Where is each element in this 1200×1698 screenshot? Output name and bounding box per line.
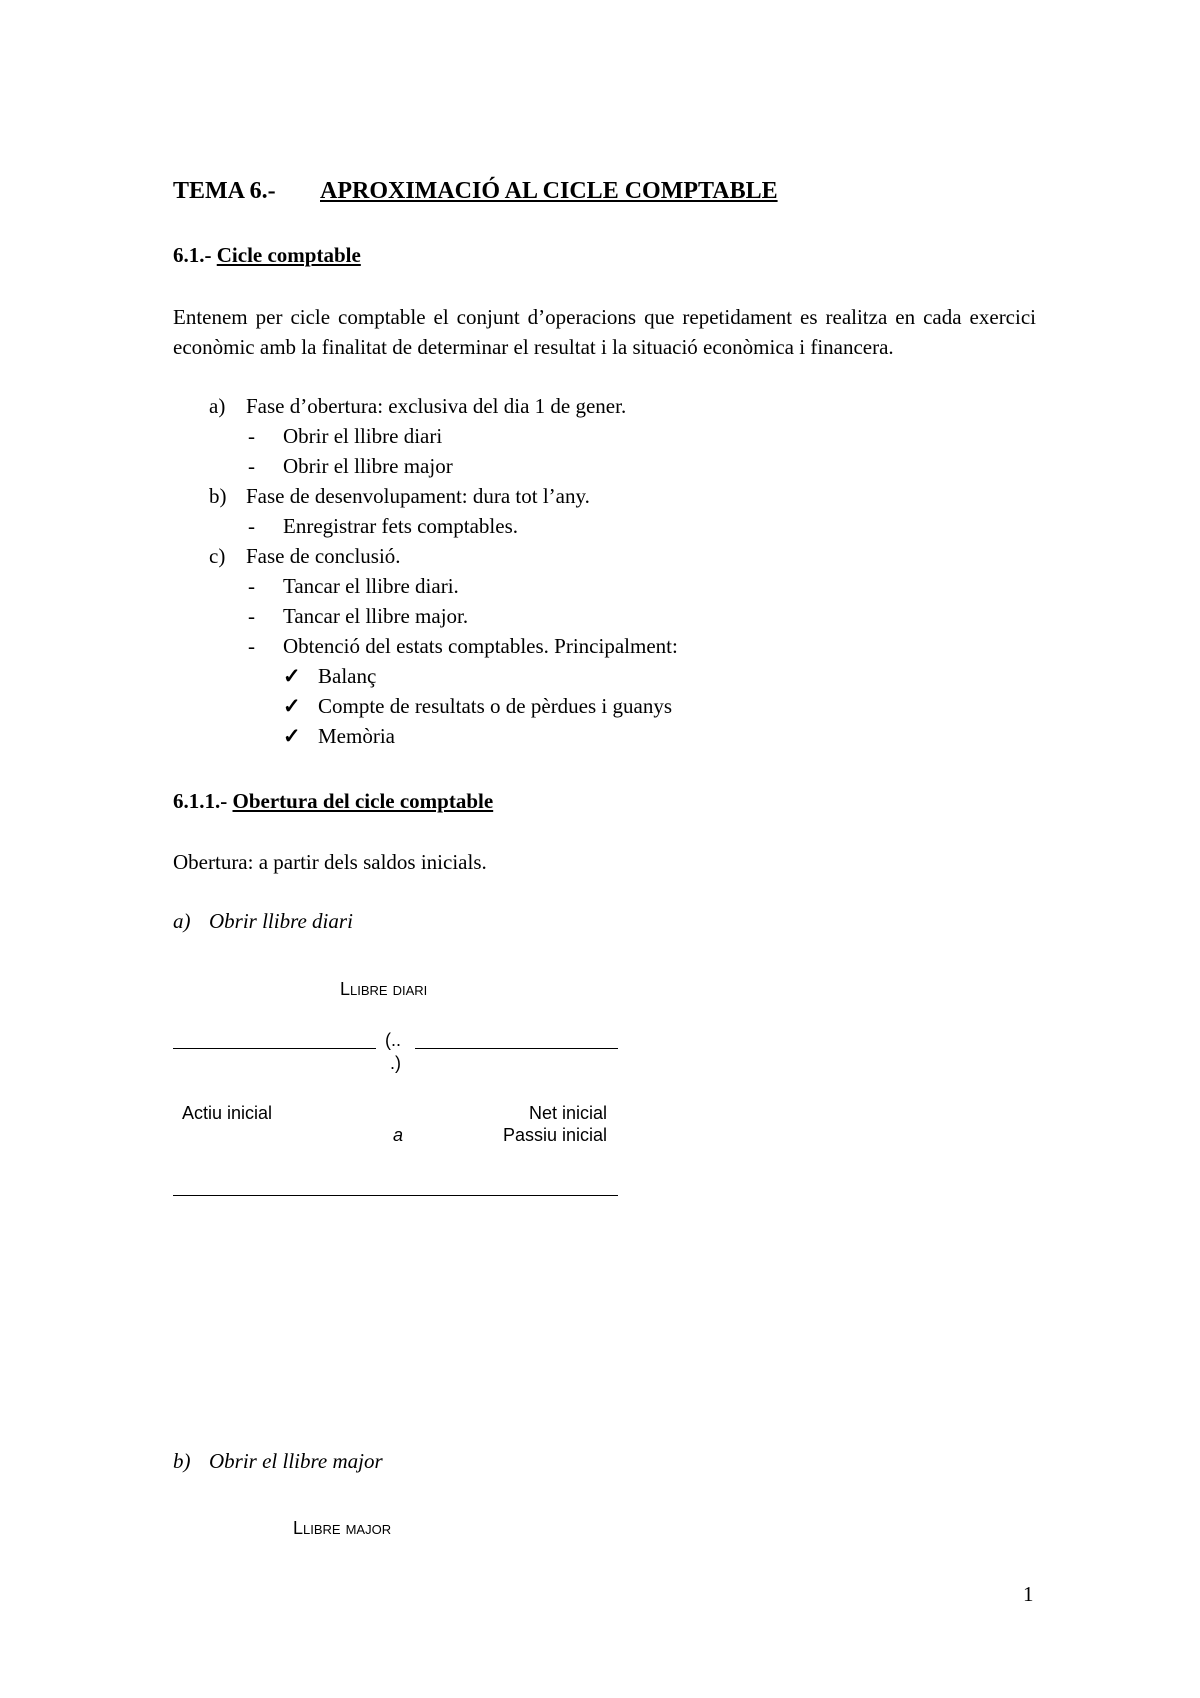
diari-heading: Llibre diari [340, 979, 428, 999]
phase-b: b) Fase de desenvolupament: dura tot l’any. [209, 484, 590, 508]
section-number: 6.1.1.- [173, 789, 228, 813]
diari-right-1: Net inicial [528, 1103, 607, 1123]
section-title: Cicle comptable [216, 243, 361, 267]
diari-right-2: Passiu inicial [502, 1125, 607, 1145]
check-icon: ✓ [283, 664, 301, 688]
check-icon: ✓ [283, 694, 301, 718]
obertura-text: Obertura: a partir dels saldos inicials. [173, 850, 487, 874]
phase-c: c) Fase de conclusió. [209, 544, 401, 568]
check-item: ✓ Compte de resultats o de pèrdues i guanys [283, 694, 673, 718]
page-title [173, 178, 778, 205]
title-text: APROXIMACIÓ AL CICLE COMPTABLE [320, 178, 778, 204]
diari-middle: a [393, 1125, 404, 1145]
subheading-b: b) Obrir el llibre major [173, 1449, 383, 1473]
phase-a: a) Fase d’obertura: exclusiva del dia 1 de gener. [209, 394, 627, 418]
diari-top-rule-left [173, 1048, 376, 1049]
list-item: - Obrir el llibre diari [248, 424, 443, 448]
list-item: - Obrir el llibre major [248, 454, 453, 478]
intro-paragraph: Entenem per cicle comptable el conjunt d’operacions que repetidament es realitza en cada exercici econòmic amb la finalitat de determinar el resultat i la situació econòmica i financera. [173, 305, 1036, 359]
diari-center-top: (.. [385, 1030, 401, 1050]
title-number: TEMA 6.- [173, 178, 276, 204]
diari-top-rule-right [415, 1048, 618, 1049]
major-heading: Llibre major [293, 1518, 392, 1538]
check-item: ✓ Balanç [283, 664, 377, 688]
section-heading-6-1 [173, 243, 361, 268]
list-item: - Tancar el llibre major. [248, 604, 469, 628]
list-item: - Tancar el llibre diari. [248, 574, 459, 598]
list-item: - Enregistrar fets comptables. [248, 514, 518, 538]
section-heading-6-1-1 [173, 789, 493, 814]
check-icon: ✓ [283, 724, 301, 748]
section-title: Obertura del cicle comptable [232, 789, 494, 813]
list-item: - Obtenció del estats comptables. Principalment: [248, 634, 678, 658]
check-item: ✓ Memòria [283, 724, 395, 748]
diari-center-bottom: .) [390, 1053, 401, 1073]
section-number: 6.1.- [173, 243, 212, 267]
page-number: 1 [1023, 1582, 1034, 1606]
subheading-a: a) Obrir llibre diari [173, 909, 353, 933]
diari-left-label: Actiu inicial [182, 1103, 273, 1123]
diari-bottom-rule [173, 1195, 618, 1196]
